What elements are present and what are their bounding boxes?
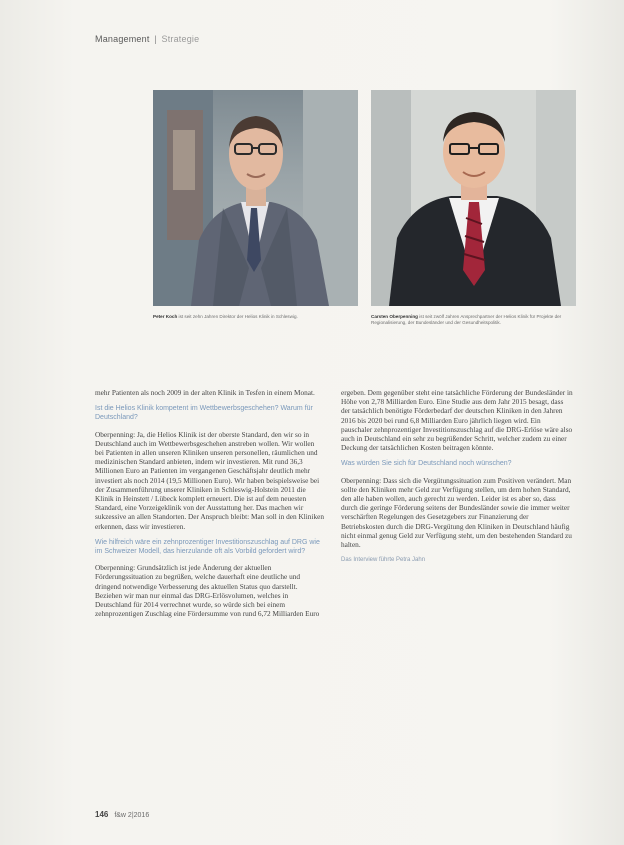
section-title: Management [95,34,150,44]
portrait-left-illustration [153,90,358,306]
article-column-left [95,388,325,625]
interview-question: Wie hilfreich wäre ein zehnprozentiger Investitionszuschlag auf DRG wie im Schweizer Modell, das hierzulande oft als Vorbild gefordert wird? [95,538,320,556]
portrait-right-illustration [371,90,576,306]
photo-caption-left [153,314,353,320]
paragraph: Oberpenning: Grundsätzlich ist jede Änderung der aktuellen Förderungssituation zu begrüßen, welche dauerhaft eine deutliche und dringend notwendige Verbesserung des aktuellen Status quo darstellt. Beziehen wir man nur einmal das DRG-Erlösvolumen, welches in Deutschland für 2014 verrechnet wurde, so würde sich bei einem zehnprozentigen Zuschlag eine Fördersumme von rund 6,72 Milliarden Euro [95,563,320,619]
caption-left-text: ist seit zehn Jahren Direktor der Helios Klinik in Schleswig. [178,314,298,319]
paragraph: ergeben. Dem gegenüber steht eine tatsächliche Förderung der Bundesländer in Höhe von 2,78 Milliarden Euro. Eine Studie aus dem Jahr 2015 besagt, dass der tatsächlich benötigte Förderbedarf der deutschen Kliniken in den Jahren 2016 bis 2020 bei rund 6,8 Milliarden Euro jährlich liegen wird. Ein pauschaler zehnprozentiger Investitionszuschlag auf die DRG-Erlöse wäre also auch in Deutschland ein sehr zu begrüßender Schritt, welcher zudem zu einer Deckung der tatsächlichen Kosten beitragen könnte. [341,388,573,453]
portrait-photo-right [371,90,576,306]
issue-label: f&w 2|2016 [114,812,150,819]
article-column-right [341,388,573,572]
caption-right-text: ist seit zwölf Jahren Ansprechpartner der Helios Klinik für Projekte der Regionalisierung, der Bundesländer und der Gesundheitspolitik. [371,314,562,325]
interview-credit: Das Interview führte Petra Jahn [341,557,426,564]
photo-caption-right [371,314,576,326]
interview-question: Ist die Helios Klinik kompetent im Wettbewerbsgeschehen? Warum für Deutschland? [95,405,313,422]
caption-left-name: Peter Koch [153,314,178,319]
section-separator: | [154,34,157,44]
paragraph: Oberpenning: Ja, die Helios Klinik ist der oberste Standard, den wir so in Deutschland auch im Wettbewerbsgeschehen anstreben wollen. Wir wollen bei Patienten in allen unseren Kliniken unseren personellen, räumlichen und medizinischen Standard anbieten, indem wir investieren. Mit rund 36,3 Millionen Euro an Patienten im vergangenen Geschäftsjahr deutlich mehr investiert als noch 2014 (19,5 Millionen Euro). Wir haben beispielsweise bei der Zusammenführung unserer Kliniken in Schleswig-Holstein 2011 die Klinik in Heinstett / Lübeck komplett erneuert. Die ist auf dem neuesten Standard, eine Vorzeigeklinik von der Ausstattung her. Das machen wir sukzessive an allen Standorten. Der Anspruch bleibt: Man soll in den Kliniken erkennen, dass wir investieren. [95,429,324,531]
paragraph: mehr Patienten als noch 2009 in der alten Klinik in Tesfen in einem Monat. [95,388,315,397]
interview-question: Was würden Sie sich für Deutschland noch wünschen? [341,460,512,468]
page-footer [95,810,149,819]
section-subtitle: Strategie [161,34,200,44]
paragraph: Oberpenning: Dass sich die Vergütungssituation zum Positiven verändert. Man sollte den Kliniken mehr Geld zur Verfügung stellen, um dem hohen Standard, den alle haben wollen, auch gerecht zu werden. Leider ist es aber so, dass durch die geringe Förderung seitens der Bundesländer sowie die immer weiter verschärften Regelungen des Gesetzgebers zur Finanzierung der Betriebskosten durch die DRG-Vergütung den Kliniken in Deutschland häufig nicht einmal genug Geld zur Verfügung steht, um den bestehenden Standard zu halten. [341,475,572,550]
page-number: 146 [95,810,109,819]
section-header [95,34,199,44]
caption-right-name: Carsten Oberpenning [371,314,418,319]
portrait-photo-left [153,90,358,306]
